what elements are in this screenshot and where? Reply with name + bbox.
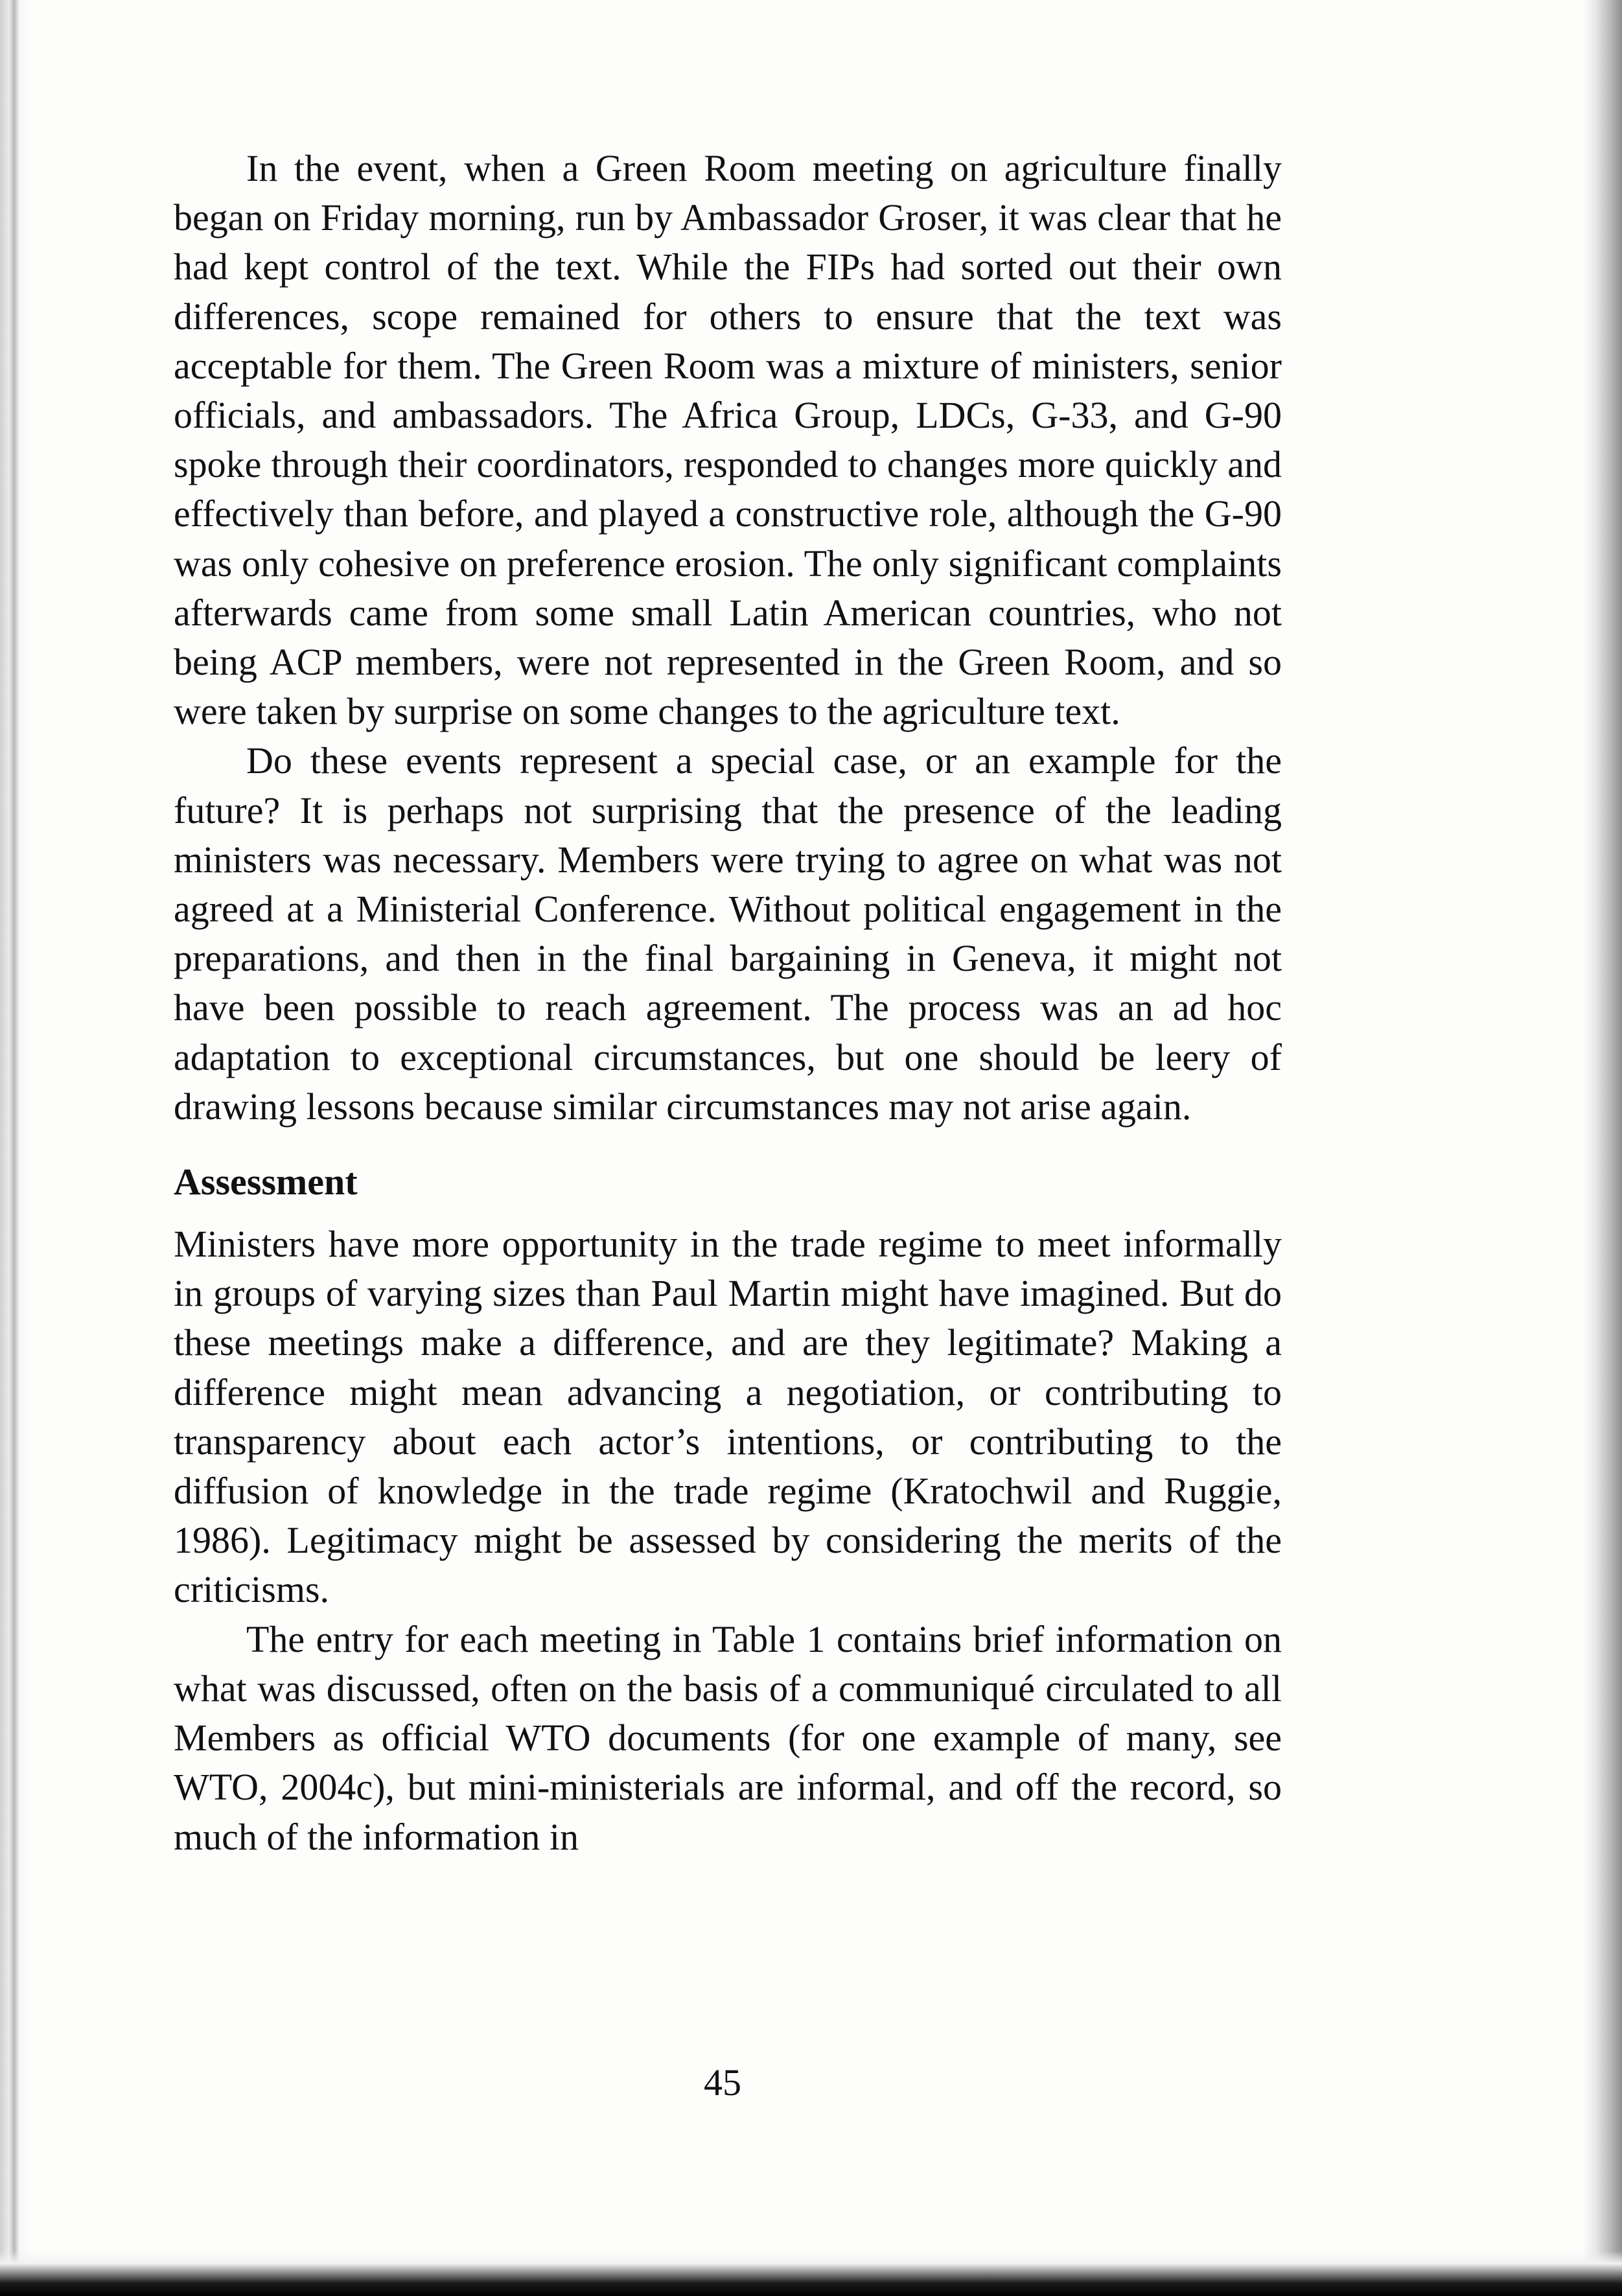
body-text (174, 144, 1282, 1862)
paragraph-ministers-opportunity: Ministers have more opportunity in the trade regime to meet informally in groups of varying sizes than Paul Martin might have imagined. But do these meetings make a difference, and are they legitimate? Making a difference might mean advancing a negotiation, or contributing to transparency about each actor’s intentions, or contributing to the diffusion of knowledge in the trade regime (Kratochwil and Ruggie, 1986). Legitimacy might be assessed by considering the merits of the criticisms. (174, 1223, 1282, 1611)
page-edge-right (1583, 0, 1622, 2296)
paragraph-table-entry: The entry for each meeting in Table 1 contains brief information on what was discussed, often on the basis of a communiqué circulated to all Members as official WTO documents (for one example of many, see WTO, 2004c), but mini-ministerials are informal, and off the record, so much of the information in (174, 1618, 1282, 1858)
paragraph-special-case: Do these events represent a special case, or an example for the future? It is perhaps not surprising that the presence of the leading ministers was necessary. Members were trying to agree on what was not agreed at a Ministerial Conference. Without political engagement in the preparations, and then in the final bargaining in Geneva, it might not have been possible to reach agreement. The process was an ad hoc adaptation to exceptional circumstances, but one should be leery of drawing lessons because similar circumstances may not arise again. (174, 739, 1282, 1128)
page-bottom-curl (0, 2251, 1622, 2296)
binding-shadow-left (0, 0, 31, 2296)
section-heading: Assessment (174, 1161, 358, 1203)
page-number: 45 (704, 2061, 741, 2104)
paragraph-green-room: In the event, when a Green Room meeting on agriculture finally began on Friday morning, run by Ambassador Groser, it was clear that he had kept control of the text. While the FIPs had sorted out their own differences, scope remained for others to ensure that the text was acceptable for them. The Green Room was a mixture of ministers, senior officials, and ambassadors. The Africa Group, LDCs, G-33, and G-90 spoke through their coordinators, responded to changes more quickly and effectively than before, and played a constructive role, although the G-90 was only cohesive on preference erosion. The only significant complaints afterwards came from some small Latin American countries, who not being ACP members, were not represented in the Green Room, and so were taken by surprise on some changes to the agriculture text. (174, 147, 1282, 733)
